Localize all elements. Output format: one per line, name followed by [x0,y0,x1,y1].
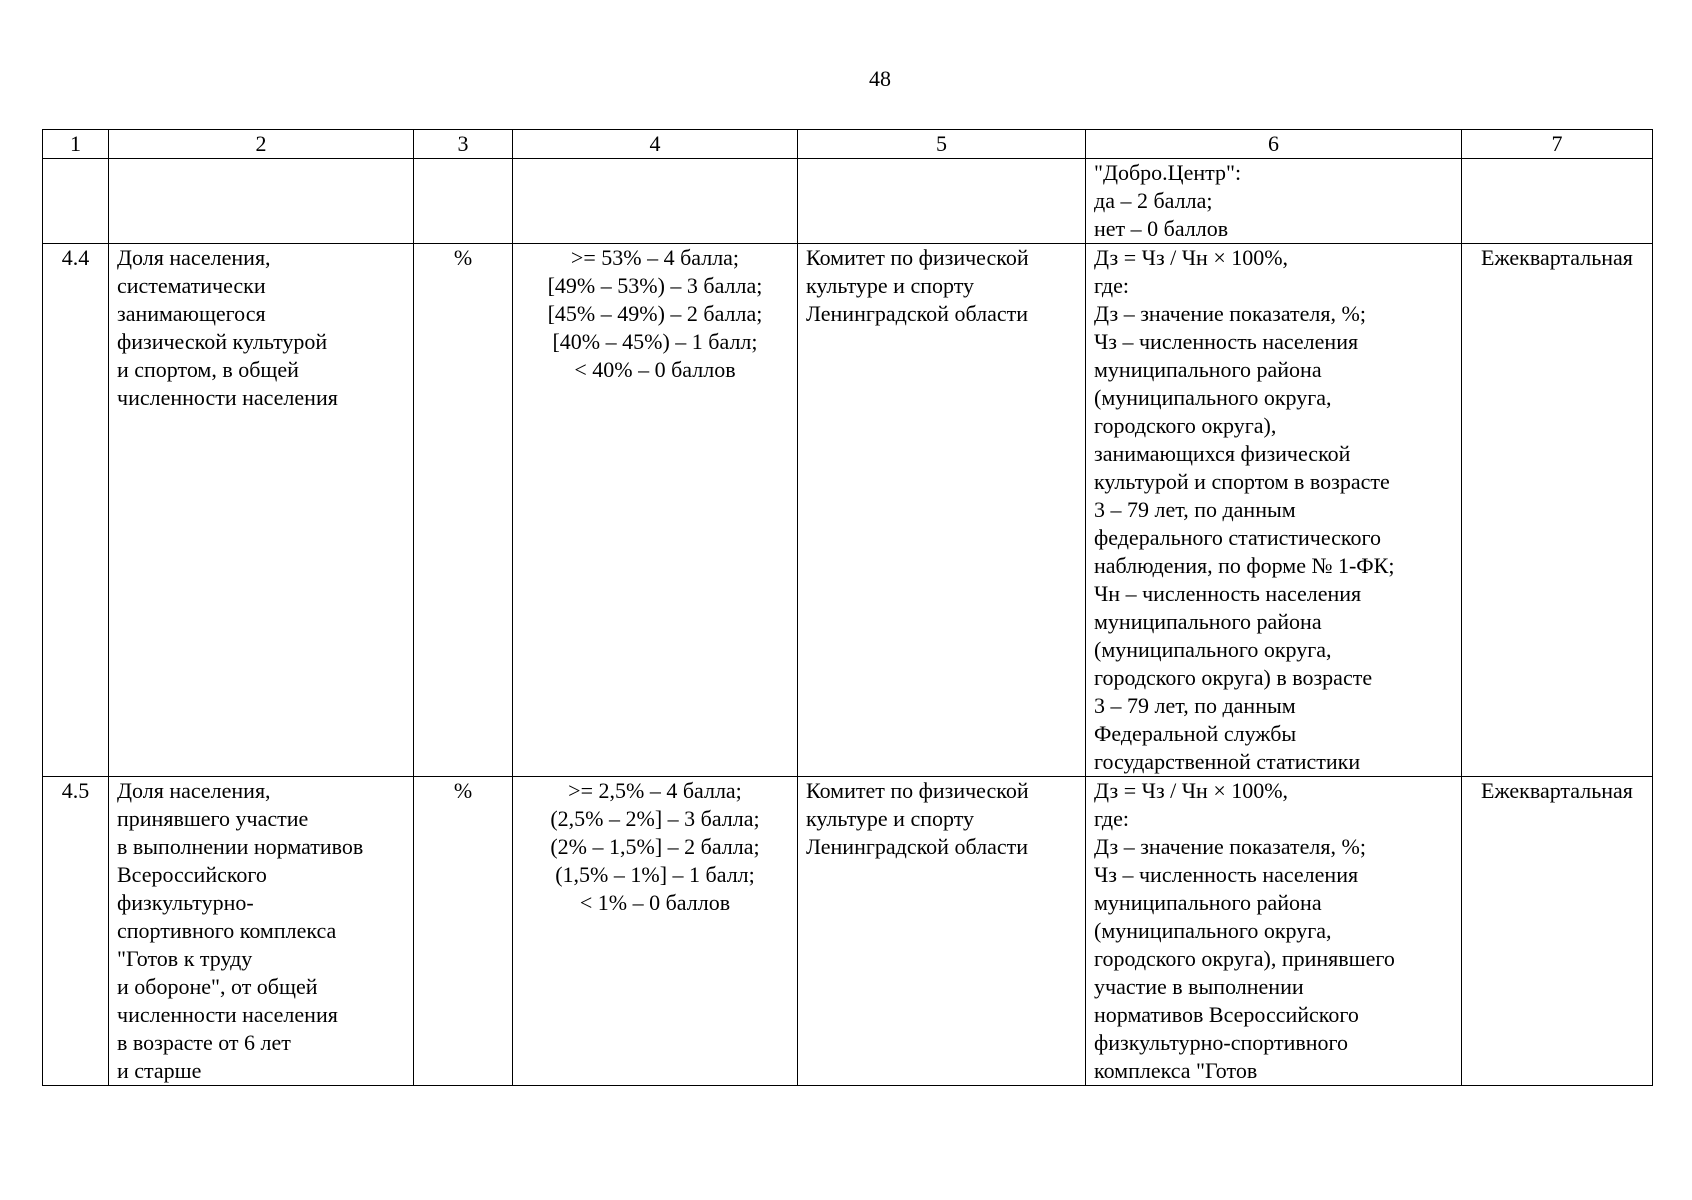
name-line: Доля населения, [117,778,271,803]
scale-line: (2,5% – 2%] – 3 балла; [550,806,760,831]
formula-line: Чз – численность населения [1094,329,1359,354]
formula-line: где: [1094,806,1129,831]
cell-num [43,159,109,244]
cell-unit: % [414,777,513,1086]
formula-line: Дз = Чз / Чн × 100%, [1094,778,1289,803]
formula-line: 3 – 79 лет, по данным [1094,497,1296,522]
name-line: спортивного комплекса [117,918,337,943]
responsible-line: Ленинградской области [806,834,1028,859]
formula-line: городского округа), [1094,413,1277,438]
formula-line: нормативов Всероссийского [1094,1002,1359,1027]
indicator-table [42,129,1653,1086]
header-col-6: 6 [1086,130,1462,159]
header-col-2: 2 [109,130,414,159]
name-line: и спортом, в общей [117,357,299,382]
header-col-3: 3 [414,130,513,159]
formula-line: культурой и спортом в возрасте [1094,469,1390,494]
name-line: в возрасте от 6 лет [117,1030,291,1055]
cell-responsible [798,777,1086,1086]
formula-line: 3 – 79 лет, по данным [1094,693,1296,718]
table-row [43,777,1653,1086]
formula-line: Дз = Чз / Чн × 100%, [1094,245,1289,270]
scale-line: (1,5% – 1%] – 1 балл; [555,862,755,887]
cell-scale [513,244,798,777]
name-line: численности населения [117,385,338,410]
formula-line: занимающихся физической [1094,441,1351,466]
name-line: и обороне", от общей [117,974,318,999]
name-line: принявшего участие [117,806,309,831]
formula-line: Федеральной службы [1094,721,1297,746]
formula-line: муниципального района [1094,609,1322,634]
responsible-line: культуре и спорту [806,806,975,831]
formula-line: федерального статистического [1094,525,1381,550]
cell-scale [513,159,798,244]
name-line: Доля населения, [117,245,271,270]
scale-line: [45% – 49%) – 2 балла; [547,301,763,326]
name-line: в выполнении нормативов [117,834,364,859]
table-row [43,244,1653,777]
name-line: Всероссийского [117,862,267,887]
name-line: физической культурой [117,329,328,354]
formula-line: Дз – значение показателя, %; [1094,301,1366,326]
cell-formula [1086,244,1462,777]
scale-line: (2% – 1,5%] – 2 балла; [550,834,760,859]
formula-line: наблюдения, по форме № 1-ФК; [1094,553,1395,578]
formula-line: (муниципального округа, [1094,385,1332,410]
responsible-line: культуре и спорту [806,273,975,298]
formula-line: Чн – численность населения [1094,581,1362,606]
cell-formula [1086,159,1462,244]
scale-line: < 40% – 0 баллов [574,357,736,382]
name-line: физкультурно- [117,890,254,915]
formula-line: муниципального района [1094,357,1322,382]
header-row [43,130,1653,159]
responsible-line: Ленинградской области [806,301,1028,326]
formula-line: "Добро.Центр": [1094,160,1242,185]
cell-responsible [798,159,1086,244]
header-col-4: 4 [513,130,798,159]
formula-line: комплекса "Готов [1094,1058,1258,1083]
scale-line: >= 2,5% – 4 балла; [568,778,742,803]
cell-name [109,159,414,244]
cell-scale [513,777,798,1086]
formula-line: (муниципального округа, [1094,918,1332,943]
cell-frequency: Ежеквартальная [1462,244,1653,777]
formula-line: физкультурно-спортивного [1094,1030,1348,1055]
name-line: и старше [117,1058,202,1083]
scale-line: < 1% – 0 баллов [579,890,731,915]
cell-unit [414,159,513,244]
formula-line: Дз – значение показателя, %; [1094,834,1366,859]
scale-line: >= 53% – 4 балла; [570,245,740,270]
cell-name [109,244,414,777]
name-line: систематически [117,273,266,298]
cell-formula [1086,777,1462,1086]
page-number: 48 [869,66,891,91]
scale-line: [49% – 53%) – 3 балла; [547,273,763,298]
formula-line: нет – 0 баллов [1094,216,1229,241]
formula-line: городского округа) в возрасте [1094,665,1373,690]
name-line: численности населения [117,1002,338,1027]
formula-line: где: [1094,273,1129,298]
cell-num: 4.4 [43,244,109,777]
formula-line: городского округа), принявшего [1094,946,1395,971]
formula-line: да – 2 балла; [1094,188,1213,213]
table-row-continuation [43,159,1653,244]
cell-responsible [798,244,1086,777]
formula-line: участие в выполнении [1094,974,1304,999]
name-line: "Готов к труду [117,946,253,971]
scale-line: [40% – 45%) – 1 балл; [552,329,758,354]
header-col-1: 1 [43,130,109,159]
header-col-7: 7 [1462,130,1653,159]
formula-line: муниципального района [1094,890,1322,915]
cell-frequency [1462,159,1653,244]
formula-line: Чз – численность населения [1094,862,1359,887]
name-line: занимающегося [117,301,266,326]
responsible-line: Комитет по физической [806,778,1029,803]
cell-name [109,777,414,1086]
formula-line: (муниципального округа, [1094,637,1332,662]
cell-num: 4.5 [43,777,109,1086]
responsible-line: Комитет по физической [806,245,1029,270]
formula-line: государственной статистики [1094,749,1361,774]
cell-unit: % [414,244,513,777]
cell-frequency: Ежеквартальная [1462,777,1653,1086]
header-col-5: 5 [798,130,1086,159]
